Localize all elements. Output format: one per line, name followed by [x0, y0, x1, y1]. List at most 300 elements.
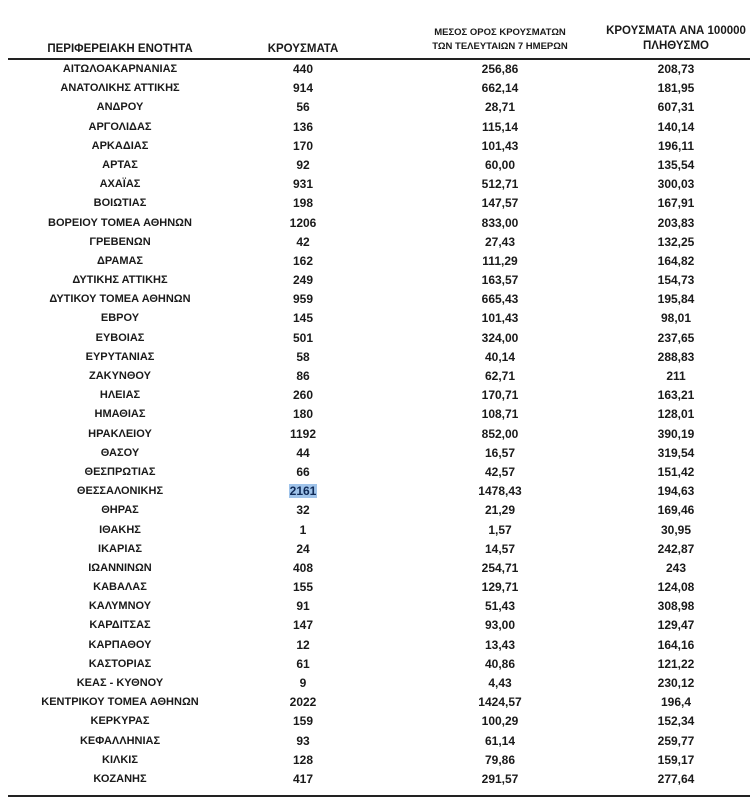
- table-row: [0, 655, 751, 674]
- table-row: [0, 770, 751, 789]
- header-region: ΠΕΡΙΦΕΡΕΙΑΚΗ ΕΝΟΤΗΤΑ: [47, 43, 193, 55]
- cell-per-100k: [583, 329, 751, 348]
- cell-per-100k: [583, 501, 751, 520]
- cell-avg-7-days-text: 108,71: [481, 407, 519, 422]
- cell-region-text: ΖΑΚΥΝΘΟΥ: [88, 370, 152, 382]
- cell-per-100k: [583, 386, 751, 405]
- cell-per-100k: [583, 425, 751, 444]
- table-row: [0, 712, 751, 731]
- cell-cases: [238, 348, 368, 367]
- cell-avg-7-days: [405, 271, 595, 290]
- cell-region: [0, 463, 240, 482]
- cell-per-100k-text: 196,4: [660, 695, 692, 710]
- cell-region: [0, 770, 240, 789]
- cell-per-100k: [583, 616, 751, 635]
- table-row: [0, 214, 751, 233]
- cell-cases-text: 931: [292, 177, 314, 192]
- cell-cases: [238, 425, 368, 444]
- cell-per-100k-text: 135,54: [657, 157, 695, 172]
- cell-avg-7-days-text: 79,86: [484, 752, 516, 767]
- cell-cases: [238, 751, 368, 770]
- table-bottom-divider: [8, 795, 750, 797]
- cell-cases-text: 198: [292, 196, 314, 211]
- cell-avg-7-days-text: 27,43: [484, 234, 516, 249]
- cell-region-text: ΑΡΤΑΣ: [102, 158, 138, 171]
- cell-avg-7-days: [405, 501, 595, 520]
- table-row: [0, 463, 751, 482]
- cell-avg-7-days: [405, 482, 595, 501]
- cell-avg-7-days-text: 111,29: [482, 253, 518, 268]
- cell-region: [0, 444, 240, 463]
- cell-cases-text: 44: [296, 445, 310, 460]
- cell-per-100k: [583, 252, 751, 271]
- cell-per-100k: [583, 655, 751, 674]
- cell-region-text: ΚΑΡΠΑΘΟΥ: [88, 638, 152, 651]
- cell-region-text: ΑΧΑΪΑΣ: [99, 178, 141, 191]
- cell-avg-7-days-text: 512,71: [481, 177, 519, 192]
- table-row: [0, 175, 751, 194]
- table-row: [0, 732, 751, 751]
- cell-avg-7-days: [405, 60, 595, 79]
- cell-avg-7-days: [405, 348, 595, 367]
- cell-cases: [238, 60, 368, 79]
- cell-per-100k-text: 259,77: [657, 733, 695, 748]
- cell-avg-7-days-text: 28,71: [484, 100, 516, 115]
- cell-region-text: ΑΙΤΩΛΟΑΚΑΡΝΑΝΙΑΣ: [62, 63, 178, 75]
- cell-region: [0, 540, 240, 559]
- table-row: [0, 444, 751, 463]
- cell-per-100k: [583, 732, 751, 751]
- cell-avg-7-days: [405, 463, 595, 482]
- cell-avg-7-days-text: 129,71: [481, 580, 519, 595]
- cell-cases: [238, 290, 368, 309]
- cell-region-text: ΙΩΑΝΝΙΝΩΝ: [88, 561, 152, 574]
- table-row: [0, 386, 751, 405]
- cell-per-100k: [583, 559, 751, 578]
- cell-per-100k-text: 607,31: [657, 100, 695, 115]
- cell-region-text: ΕΥΡΥΤΑΝΙΑΣ: [85, 350, 155, 363]
- cell-per-100k-text: 121,22: [657, 656, 695, 671]
- cell-region: [0, 732, 240, 751]
- cell-region-text: ΗΛΕΙΑΣ: [99, 389, 141, 402]
- cell-avg-7-days-text: 100,29: [481, 714, 519, 729]
- cell-avg-7-days-text: 665,43: [481, 292, 519, 307]
- table-row: [0, 559, 751, 578]
- cell-avg-7-days-text: 16,57: [484, 445, 516, 460]
- cell-region: [0, 636, 240, 655]
- cell-avg-7-days-text: 147,57: [481, 196, 519, 211]
- cell-region-text: ΚΕΝΤΡΙΚΟΥ ΤΟΜΕΑ ΑΘΗΝΩΝ: [41, 696, 199, 709]
- cell-per-100k: [583, 290, 751, 309]
- cell-cases: [238, 137, 368, 156]
- cell-region-text: ΚΕΑΣ - ΚΥΘΝΟΥ: [76, 677, 164, 689]
- cell-region: [0, 693, 240, 712]
- cell-avg-7-days: [405, 329, 595, 348]
- cell-cases-text: 159: [292, 714, 314, 729]
- cell-per-100k: [583, 214, 751, 233]
- cell-region: [0, 329, 240, 348]
- cell-cases-text: 501: [292, 330, 314, 345]
- cell-avg-7-days-text: 4,43: [488, 676, 512, 690]
- cell-cases-text: 249: [292, 273, 314, 288]
- cell-region-text: ΚΟΖΑΝΗΣ: [93, 772, 147, 785]
- cell-cases-text: 86: [296, 369, 310, 383]
- cell-per-100k: [583, 597, 751, 616]
- cell-region: [0, 175, 240, 194]
- table-row: [0, 636, 751, 655]
- cell-per-100k: [583, 521, 751, 540]
- cell-per-100k-text: 154,73: [657, 273, 695, 288]
- cell-per-100k: [583, 137, 751, 156]
- cell-avg-7-days-text: 170,71: [481, 388, 519, 403]
- cell-cases-text: 914: [292, 81, 314, 96]
- cell-region: [0, 271, 240, 290]
- cell-cases: [238, 674, 368, 693]
- cell-avg-7-days-text: 163,57: [481, 273, 519, 288]
- cell-per-100k: [583, 156, 751, 175]
- cell-avg-7-days: [405, 233, 595, 252]
- cell-cases: [238, 233, 368, 252]
- cell-cases: [238, 405, 368, 424]
- cell-avg-7-days: [405, 578, 595, 597]
- cell-per-100k: [583, 578, 751, 597]
- cell-avg-7-days: [405, 751, 595, 770]
- cell-region: [0, 79, 240, 98]
- cell-cases-text: 440: [292, 62, 314, 76]
- cell-per-100k: [583, 712, 751, 731]
- cell-per-100k: [583, 79, 751, 98]
- cell-avg-7-days: [405, 156, 595, 175]
- cell-cases-text: 408: [292, 560, 314, 575]
- cell-region: [0, 425, 240, 444]
- table-row: [0, 233, 751, 252]
- table-row: [0, 137, 751, 156]
- cell-cases-text: 260: [292, 388, 314, 403]
- cell-region-text: ΘΕΣΠΡΩΤΙΑΣ: [84, 465, 156, 478]
- header-per-line-1: ΚΡΟΥΣΜΑΤΑ ΑΝΑ 100000: [606, 25, 746, 37]
- cell-region: [0, 674, 240, 693]
- cell-per-100k: [583, 770, 751, 789]
- cell-region: [0, 137, 240, 156]
- cell-per-100k: [583, 309, 751, 328]
- cell-avg-7-days: [405, 98, 595, 117]
- cell-avg-7-days: [405, 674, 595, 693]
- cell-per-100k: [583, 194, 751, 213]
- cell-avg-7-days: [405, 693, 595, 712]
- cell-region: [0, 367, 240, 386]
- cell-avg-7-days-text: 101,43: [481, 311, 519, 326]
- cell-region-text: ΘΕΣΣΑΛΟΝΙΚΗΣ: [76, 485, 164, 498]
- cell-cases: [238, 271, 368, 290]
- table-row: [0, 60, 751, 79]
- cell-cases: [238, 444, 368, 463]
- cell-per-100k: [583, 348, 751, 367]
- cell-per-100k: [583, 463, 751, 482]
- cell-avg-7-days-text: 1424,57: [478, 695, 522, 710]
- cell-avg-7-days: [405, 367, 595, 386]
- cell-region-text: ΚΑΒΑΛΑΣ: [93, 581, 147, 594]
- cell-cases: [238, 636, 368, 655]
- cell-cases-text: 9: [299, 676, 307, 690]
- cell-region: [0, 252, 240, 271]
- cell-region: [0, 60, 240, 79]
- cell-region-text: ΒΟΡΕΙΟΥ ΤΟΜΕΑ ΑΘΗΝΩΝ: [48, 216, 192, 229]
- cell-per-100k-text: 128,01: [657, 407, 695, 422]
- cell-avg-7-days-text: 1478,43: [478, 484, 522, 499]
- cell-per-100k: [583, 674, 751, 693]
- cell-per-100k-text: 242,87: [657, 541, 695, 556]
- cell-cases: [238, 540, 368, 559]
- cell-per-100k-text: 203,83: [657, 215, 695, 230]
- cell-region: [0, 655, 240, 674]
- cell-per-100k-text: 308,98: [657, 599, 695, 614]
- cell-per-100k-text: 140,14: [657, 119, 695, 134]
- cell-region: [0, 233, 240, 252]
- cell-region-text: ΙΚΑΡΙΑΣ: [98, 542, 142, 555]
- cell-avg-7-days-text: 852,00: [481, 426, 519, 441]
- cell-region-text: ΚΑΣΤΟΡΙΑΣ: [88, 657, 152, 670]
- cell-cases-text: 56: [296, 100, 310, 115]
- table-row: [0, 271, 751, 290]
- cell-region: [0, 501, 240, 520]
- cell-region-text: ΑΡΓΟΛΙΔΑΣ: [88, 120, 152, 133]
- cell-cases: [238, 482, 368, 501]
- cell-avg-7-days: [405, 118, 595, 137]
- table-row: [0, 597, 751, 616]
- table-row: [0, 309, 751, 328]
- table-row: [0, 290, 751, 309]
- header-per-line-2: ΠΛΗΘΥΣΜΟ: [642, 40, 709, 52]
- cell-cases: [238, 194, 368, 213]
- cell-cases: [238, 693, 368, 712]
- table-row: [0, 501, 751, 520]
- table-row: [0, 616, 751, 635]
- cell-region: [0, 521, 240, 540]
- cell-cases-text: 12: [296, 637, 310, 652]
- cell-per-100k-text: 163,21: [657, 388, 695, 403]
- cell-cases-text: 91: [296, 599, 310, 614]
- cell-cases: [238, 118, 368, 137]
- cell-region: [0, 290, 240, 309]
- cell-avg-7-days-text: 833,00: [481, 215, 519, 230]
- table-row: [0, 252, 751, 271]
- table-row: [0, 194, 751, 213]
- cell-region-text: ΚΙΛΚΙΣ: [102, 753, 138, 766]
- cell-per-100k: [583, 60, 751, 79]
- cell-per-100k-text: 196,11: [657, 138, 695, 153]
- cell-region-text: ΒΟΙΩΤΙΑΣ: [93, 197, 147, 210]
- cell-cases-text: 136: [292, 119, 314, 134]
- table-row: [0, 482, 751, 501]
- header-avg-line-2: ΤΩΝ ΤΕΛΕΥΤΑΙΩΝ 7 ΗΜΕΡΩΝ: [432, 41, 568, 52]
- cell-cases-text: 58: [296, 349, 310, 364]
- cell-avg-7-days: [405, 597, 595, 616]
- cell-region: [0, 597, 240, 616]
- cell-per-100k-text: 195,84: [657, 292, 695, 307]
- cell-cases-text: 170: [292, 138, 314, 153]
- cell-per-100k-text: 169,46: [657, 503, 695, 518]
- cell-avg-7-days-text: 291,57: [481, 771, 519, 786]
- cell-avg-7-days: [405, 770, 595, 789]
- cell-avg-7-days-text: 40,86: [484, 656, 516, 671]
- cell-cases: [238, 175, 368, 194]
- table-row: [0, 156, 751, 175]
- cell-avg-7-days: [405, 732, 595, 751]
- cell-per-100k-text: 277,64: [657, 771, 695, 786]
- cell-per-100k-text: 288,83: [657, 349, 695, 364]
- cell-per-100k: [583, 751, 751, 770]
- cell-region-text: ΔΥΤΙΚΟΥ ΤΟΜΕΑ ΑΘΗΝΩΝ: [49, 293, 191, 306]
- cell-cases-text: 1: [299, 522, 307, 537]
- cell-cases: [238, 597, 368, 616]
- cell-per-100k: [583, 367, 751, 386]
- cell-per-100k-text: 129,47: [657, 618, 695, 633]
- cell-per-100k: [583, 98, 751, 117]
- cell-per-100k-text: 167,91: [657, 196, 695, 211]
- cell-cases: [238, 732, 368, 751]
- cell-avg-7-days: [405, 444, 595, 463]
- cell-cases-text: 1206: [289, 215, 317, 230]
- cell-region-text: ΘΑΣΟΥ: [100, 446, 140, 459]
- cell-cases: [238, 712, 368, 731]
- cell-avg-7-days: [405, 712, 595, 731]
- cell-avg-7-days-text: 324,00: [481, 330, 519, 345]
- cell-avg-7-days-text: 254,71: [481, 560, 519, 575]
- cell-region-text: ΔΡΑΜΑΣ: [96, 254, 144, 267]
- cell-cases-text: 66: [296, 464, 310, 479]
- cell-avg-7-days: [405, 636, 595, 655]
- cell-avg-7-days-text: 662,14: [481, 81, 519, 96]
- cell-cases: [238, 156, 368, 175]
- cell-per-100k: [583, 482, 751, 501]
- cell-cases-text: 128: [292, 752, 314, 767]
- cell-avg-7-days-text: 93,00: [484, 618, 516, 633]
- cell-cases-text: 92: [296, 157, 310, 172]
- cell-per-100k-text: 194,63: [657, 484, 695, 499]
- cell-avg-7-days: [405, 559, 595, 578]
- table-row: [0, 348, 751, 367]
- cell-cases-text: 180: [292, 407, 314, 422]
- cell-per-100k-text: 208,73: [657, 62, 695, 76]
- cell-region: [0, 559, 240, 578]
- cell-cases-text: 162: [292, 253, 314, 268]
- cell-avg-7-days: [405, 655, 595, 674]
- cell-per-100k-text: 152,34: [657, 714, 695, 729]
- cell-region: [0, 751, 240, 770]
- cell-region: [0, 156, 240, 175]
- cell-cases: [238, 463, 368, 482]
- cell-cases-text: 42: [296, 234, 310, 249]
- header-avg-7-days: [405, 26, 595, 54]
- table-row: [0, 578, 751, 597]
- cell-avg-7-days: [405, 405, 595, 424]
- cell-cases: [238, 616, 368, 635]
- cell-region-text: ΑΝΑΤΟΛΙΚΗΣ ΑΤΤΙΚΗΣ: [60, 82, 180, 95]
- cell-per-100k-text: 230,12: [657, 676, 695, 690]
- cell-region-text: ΕΥΒΟΙΑΣ: [95, 331, 145, 344]
- cell-per-100k: [583, 540, 751, 559]
- cell-avg-7-days-text: 115,14: [481, 119, 519, 134]
- cell-avg-7-days: [405, 386, 595, 405]
- cell-avg-7-days: [405, 214, 595, 233]
- cell-avg-7-days: [405, 79, 595, 98]
- cell-region: [0, 386, 240, 405]
- cell-avg-7-days: [405, 290, 595, 309]
- cell-per-100k-text: 390,19: [657, 426, 695, 441]
- cell-per-100k: [583, 175, 751, 194]
- cell-cases-text: 155: [292, 580, 314, 595]
- table-row: [0, 367, 751, 386]
- cell-per-100k-text: 211: [666, 369, 686, 383]
- cell-region-text: ΕΒΡΟΥ: [100, 312, 140, 325]
- cell-cases-text: 417: [292, 771, 314, 786]
- cell-cases: [238, 386, 368, 405]
- cell-avg-7-days-text: 21,29: [484, 503, 516, 518]
- cell-cases: [238, 770, 368, 789]
- cell-per-100k-text: 132,25: [657, 234, 695, 249]
- table-row: [0, 674, 751, 693]
- cell-per-100k-text: 164,16: [657, 637, 695, 652]
- table-row: [0, 405, 751, 424]
- cell-avg-7-days: [405, 194, 595, 213]
- cell-per-100k: [583, 405, 751, 424]
- cell-region-text: ΙΘΑΚΗΣ: [99, 523, 141, 536]
- cell-avg-7-days: [405, 521, 595, 540]
- cell-per-100k-text: 300,03: [657, 177, 695, 192]
- cell-cases: [238, 214, 368, 233]
- cell-cases-text: 959: [292, 292, 314, 307]
- cell-cases-text: 1192: [289, 426, 317, 441]
- cell-region: [0, 309, 240, 328]
- table-row: [0, 98, 751, 117]
- cell-avg-7-days-text: 51,43: [484, 599, 516, 614]
- table-row: [0, 751, 751, 770]
- cell-region: [0, 214, 240, 233]
- table-body: [0, 60, 751, 789]
- cell-cases-text: 24: [296, 541, 310, 556]
- cell-region: [0, 405, 240, 424]
- table-row: [0, 521, 751, 540]
- cell-cases: [238, 655, 368, 674]
- header-cases: ΚΡΟΥΣΜΑΤΑ: [267, 43, 339, 55]
- cell-avg-7-days: [405, 137, 595, 156]
- header-per-100k: [583, 24, 751, 54]
- cell-region: [0, 712, 240, 731]
- cell-region-text: ΓΡΕΒΕΝΩΝ: [89, 235, 151, 248]
- cell-region-text: ΗΜΑΘΙΑΣ: [94, 408, 146, 421]
- cell-region: [0, 348, 240, 367]
- cell-per-100k: [583, 636, 751, 655]
- cell-region-text: ΚΕΡΚΥΡΑΣ: [90, 715, 150, 728]
- cell-region: [0, 118, 240, 137]
- cell-per-100k-text: 159,17: [657, 752, 695, 767]
- cell-per-100k-text: 243: [665, 560, 687, 575]
- cell-per-100k-text: 98,01: [660, 311, 692, 326]
- cell-avg-7-days-text: 256,86: [481, 62, 519, 76]
- cell-avg-7-days: [405, 175, 595, 194]
- table-row: [0, 693, 751, 712]
- cell-per-100k: [583, 271, 751, 290]
- table-row: [0, 425, 751, 444]
- table-row: [0, 79, 751, 98]
- cell-per-100k-text: 164,82: [657, 253, 695, 268]
- cell-per-100k: [583, 444, 751, 463]
- cell-avg-7-days-text: 13,43: [484, 637, 516, 652]
- cell-per-100k-text: 237,65: [657, 330, 695, 345]
- selected-cases-text: 2161: [289, 484, 317, 499]
- header-avg-line-1: ΜΕΣΟΣ ΟΡΟΣ ΚΡΟΥΣΜΑΤΩΝ: [434, 27, 566, 38]
- cell-region-text: ΑΝΔΡΟΥ: [96, 101, 144, 114]
